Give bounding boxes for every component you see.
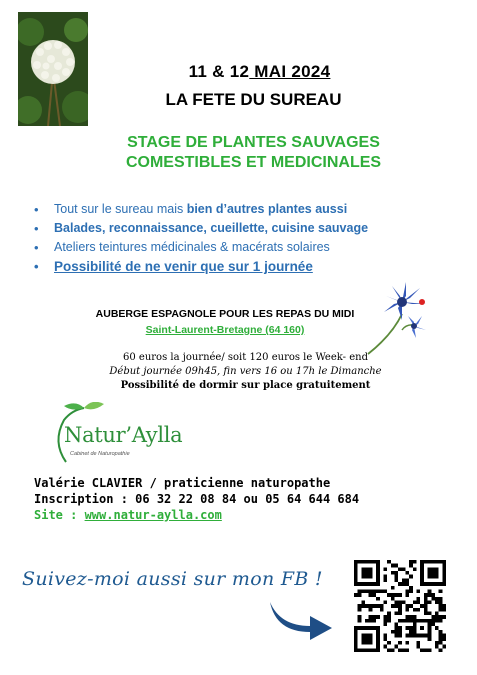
- event-date: [0, 62, 477, 82]
- item2-text: Balades, reconnaissance, cueillette, cuisine sauvage: [54, 221, 369, 235]
- item1-bold-text: bien d’autres plantes aussi: [186, 202, 348, 216]
- hours-text: Début journée 09h45, fin vers 16 ou 17h le Dimanche: [109, 366, 382, 377]
- bullet-icon: •: [34, 202, 39, 217]
- contact-name: Valérie CLAVIER / praticienne naturopathe: [34, 476, 331, 490]
- list-item: [34, 219, 454, 238]
- venue-town: Saint-Laurent-Bretagne (64 160): [145, 324, 305, 336]
- site-link[interactable]: www.natur-aylla.com: [84, 508, 222, 522]
- stage-title-line1: STAGE DE PLANTES SAUVAGES: [127, 134, 380, 151]
- facebook-invite: Suivez-moi aussi sur mon FB !: [22, 568, 323, 590]
- arrow-right-icon: [266, 596, 338, 644]
- logo-subtitle: Cabinet de Naturopathie: [70, 451, 130, 457]
- list-item: [34, 200, 454, 219]
- date-prefix: 11 & 12: [188, 62, 250, 81]
- bullet-icon: •: [34, 259, 39, 274]
- event-title: LA FETE DU SUREAU: [165, 90, 342, 109]
- item3-text: Ateliers teintures médicinales & macérats solaires: [54, 240, 330, 254]
- bullet-icon: •: [34, 221, 39, 236]
- item4-text: Possibilité de ne venir que sur 1 journée: [54, 259, 313, 274]
- accommodation-text: Possibilité de dormir sur place gratuitement: [120, 380, 371, 391]
- list-item: [34, 257, 454, 276]
- logo-name: Natur’Aylla: [64, 423, 183, 447]
- site-label: Site :: [34, 508, 85, 522]
- auberge-notice: AUBERGE ESPAGNOLE POUR LES REPAS DU MIDI: [95, 308, 355, 320]
- program-list: [34, 200, 454, 276]
- contact-site: [34, 508, 222, 522]
- bullet-icon: •: [34, 240, 39, 255]
- list-item: [34, 238, 454, 257]
- stage-title-line2: COMESTIBLES ET MEDICINALES: [125, 154, 382, 171]
- item1-text: Tout sur le sureau mais: [54, 202, 187, 216]
- contact-phones: Inscription : 06 32 22 08 84 ou 05 64 644 684: [34, 492, 360, 506]
- price-text: 60 euros la journée/ soit 120 euros le Week- end: [123, 352, 368, 363]
- date-month-year: MAI 2024: [249, 62, 331, 81]
- qr-code[interactable]: [354, 560, 446, 652]
